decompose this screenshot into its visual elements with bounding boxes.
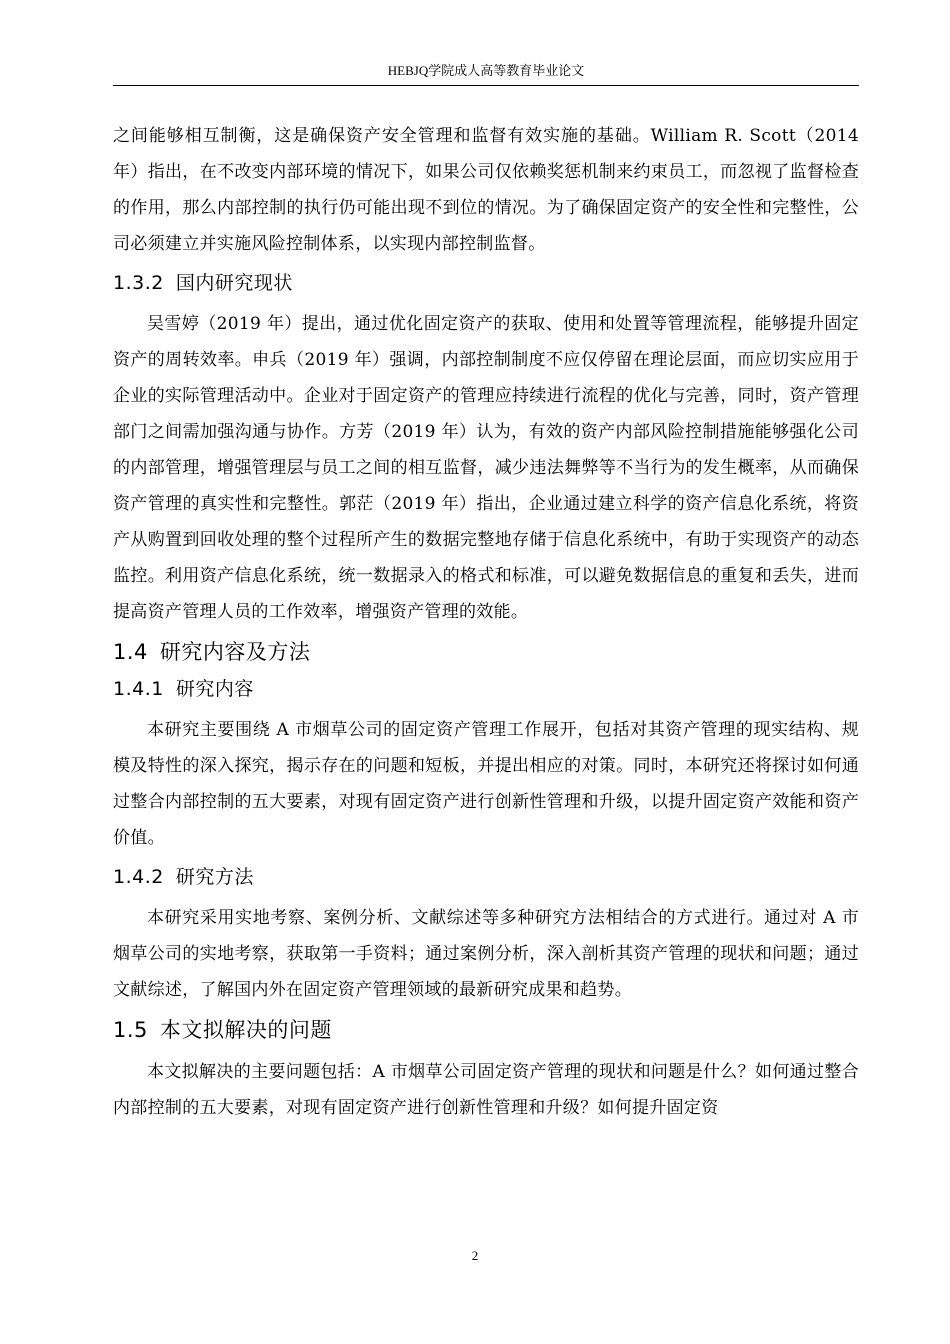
- heading-title: 本文拟解决的问题: [159, 1018, 332, 1042]
- page-body: [113, 118, 859, 1126]
- heading-title: 研究内容及方法: [159, 640, 311, 664]
- heading-1-4-2: [113, 864, 859, 890]
- heading-number: 1.5: [113, 1018, 148, 1042]
- heading-number: 1.4: [113, 640, 148, 664]
- header-divider: [113, 85, 859, 86]
- page-number: 2: [471, 1248, 479, 1263]
- heading-1-4: [113, 638, 859, 666]
- heading-1-4-1: [113, 676, 859, 702]
- heading-number: 1.4.1: [113, 678, 164, 700]
- heading-number: 1.4.2: [113, 866, 164, 888]
- heading-1-5: [113, 1016, 859, 1044]
- heading-number: 1.3.2: [113, 272, 164, 294]
- paragraph-problems: 本文拟解决的主要问题包括：A 市烟草公司固定资产管理的现状和问题是什么？如何通过整合内部控制的五大要素，对现有固定资产进行创新性管理和升级？如何提升固定资: [113, 1062, 859, 1118]
- heading-title: 研究方法: [175, 866, 254, 888]
- paragraph-research-methods: 本研究采用实地考察、案例分析、文献综述等多种研究方法相结合的方式进行。通过对 A 市烟草公司的实地考察，获取第一手资料；通过案例分析，深入剖析其资产管理的现状和问题；通过文献综述，了解国内外在固定资产管理领域的最新研究成果和趋势。: [113, 908, 859, 1000]
- heading-title: 国内研究现状: [175, 272, 293, 294]
- paragraph-continued: 之间能够相互制衡，这是确保资产安全管理和监督有效实施的基础。William R. Scott（2014 年）指出，在不改变内部环境的情况下，如果公司仅依赖奖惩机制来约束员工，而忽视了监督检查的作用，那么内部控制的执行仍可能出现不到位的情况。为了确保固定资产的安全性和完整性，公司必须建立并实施风险控制体系，以实现内部控制监督。: [113, 126, 859, 254]
- heading-title: 研究内容: [175, 678, 254, 700]
- running-header: HEBJQ学院成人高等教育毕业论文: [387, 63, 585, 78]
- paragraph-research-content: 本研究主要围绕 A 市烟草公司的固定资产管理工作展开，包括对其资产管理的现实结构、规模及特性的深入探究，揭示存在的问题和短板，并提出相应的对策。同时，本研究还将探讨如何通过整合内部控制的五大要素，对现有固定资产进行创新性管理和升级，以提升固定资产效能和资产价值。: [113, 720, 859, 848]
- heading-1-3-2: [113, 270, 859, 296]
- paragraph-domestic-research: 吴雪婷（2019 年）提出，通过优化固定资产的获取、使用和处置等管理流程，能够提升固定资产的周转效率。申兵（2019 年）强调，内部控制制度不应仅停留在理论层面，而应切实应用于企业的实际管理活动中。企业对于固定资产的管理应持续进行流程的优化与完善，同时，资产管理部门之间需加强沟通与协作。方芳（2019 年）认为，有效的资产内部风险控制措施能够强化公司的内部管理，增强管理层与员工之间的相互监督，减少违法舞弊等不当行为的发生概率，从而确保资产管理的真实性和完整性。郭茫（2019 年）指出，企业通过建立科学的资产信息化系统，将资产从购置到回收处理的整个过程所产生的数据完整地存储于信息化系统中，有助于实现资产的动态监控。利用资产信息化系统，统一数据录入的格式和标准，可以避免数据信息的重复和丢失，进而提高资产管理人员的工作效率，增强资产管理的效能。: [113, 314, 859, 622]
